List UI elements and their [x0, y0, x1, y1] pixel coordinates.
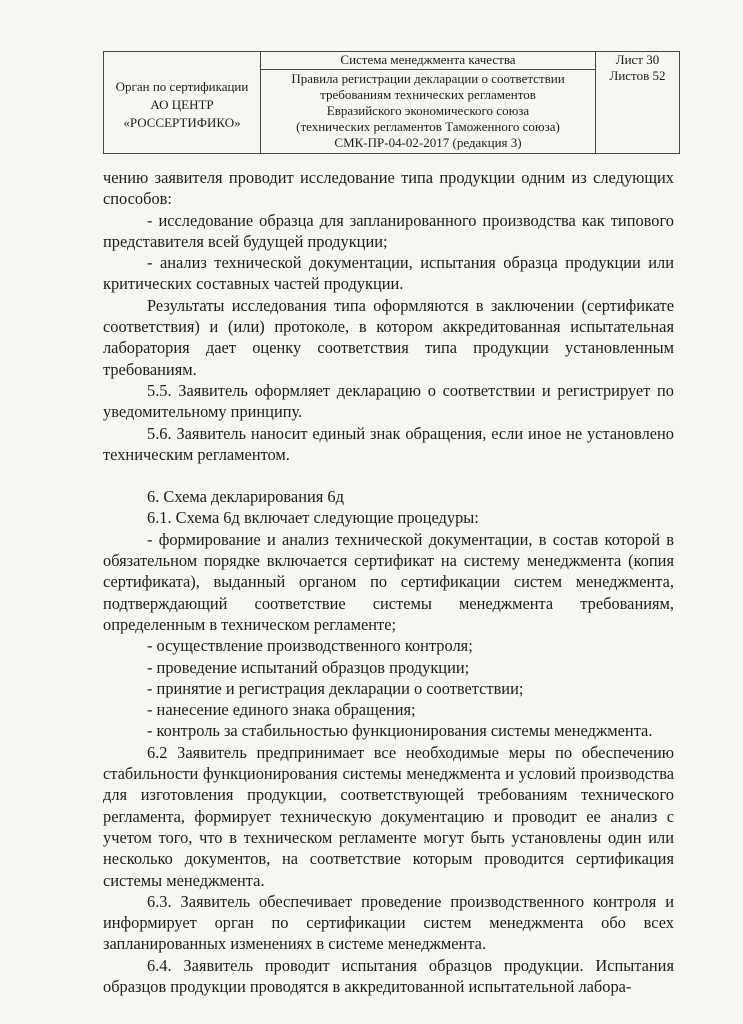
- rules-line-2: требованиям технических регламентов: [320, 87, 536, 102]
- org-line-1: Орган по сертификации: [115, 78, 249, 94]
- list-item: - осуществление производственного контроля;: [147, 636, 473, 656]
- list-item: - проведение испытаний образцов продукции;: [147, 657, 470, 677]
- rules-line-1: Правила регистрации декларации о соответствии: [291, 71, 565, 86]
- sheet-number: Лист 30: [615, 52, 660, 67]
- rules-line-3: Евразийского экономического союза: [326, 103, 530, 118]
- list-item: - нанесение единого знака обращения;: [147, 700, 416, 720]
- list-item: - формирование и анализ технической документации, в состав которой в обязательном порядке включается сертификат на систему менеджмента (копия сертификата), выданный органом по сертификации систем менеджмента, подтверждающий соответствие системы менеджмента требованиям, определенным в техническом регламенте;: [103, 529, 674, 634]
- list-item: - контроль за стабильностью функционирования системы менеджмента.: [147, 721, 653, 741]
- clause-6-4: 6.4. Заявитель проводит испытания образцов продукции. Испытания образцов продукции проводятся в аккредитованной испытательной лабора-: [103, 955, 674, 996]
- header-table: [103, 51, 680, 154]
- org-line-2: АО ЦЕНТР: [150, 96, 214, 112]
- org-line-3: «РОССЕРТИФИКО»: [123, 114, 241, 130]
- body-text: [103, 167, 674, 997]
- list-item: - анализ технической документации, испытания образца продукции или критических составных частей продукции.: [103, 253, 674, 294]
- list-item: - принятие и регистрация декларации о соответствии;: [147, 678, 524, 698]
- paragraph: Результаты исследования типа оформляются в заключении (сертификате соответствия) и (или) протоколе, в котором аккредитованная испытательная лаборатория дает оценку соответствия типа продукции установленным требованиям.: [103, 295, 674, 379]
- clause-6-3: 6.3. Заявитель обеспечивает проведение производственного контроля и информирует орган по сертификации систем менеджмента обо всех запланированных изменениях в системе менеджмента.: [103, 891, 674, 954]
- clause-6-1: 6.1. Схема 6д включает следующие процедуры:: [147, 508, 479, 528]
- list-item: - исследование образца для запланированного производства как типового представителя всей будущей продукции;: [103, 210, 674, 251]
- system-title: Система менеджмента качества: [261, 52, 596, 70]
- sheets-total: Листов 52: [609, 68, 666, 83]
- clause-5-5: 5.5. Заявитель оформляет декларацию о соответствии и регистрирует по уведомительному принципу.: [103, 380, 674, 422]
- rules-line-4: (технических регламентов Таможенного союза): [296, 119, 560, 134]
- sheet-cell: [596, 52, 680, 154]
- clause-5-6: 5.6. Заявитель наносит единый знак обращения, если иное не установлено техническим регламентом.: [103, 423, 674, 464]
- document-code: СМК-ПР-04-02-2017 (редакция 3): [334, 135, 522, 150]
- section-heading: 6. Схема декларирования 6д: [147, 487, 344, 507]
- paragraph: чению заявителя проводит исследование типа продукции одним из следующих способов:: [103, 168, 674, 209]
- clause-6-2: 6.2 Заявитель предпринимает все необходимые меры по обеспечению стабильности функционирования системы менеджмента и условий производства для изготовления продукции, соответствующей требованиям технического регламента, формирует техническую документацию и проводит ее анализ с учетом того, что в техническом регламенте могут быть установлены один или несколько документов, на соответствие которым проводится сертификация системы менеджмента.: [103, 742, 674, 890]
- rules-title: [261, 70, 596, 154]
- organization-cell: [104, 52, 261, 154]
